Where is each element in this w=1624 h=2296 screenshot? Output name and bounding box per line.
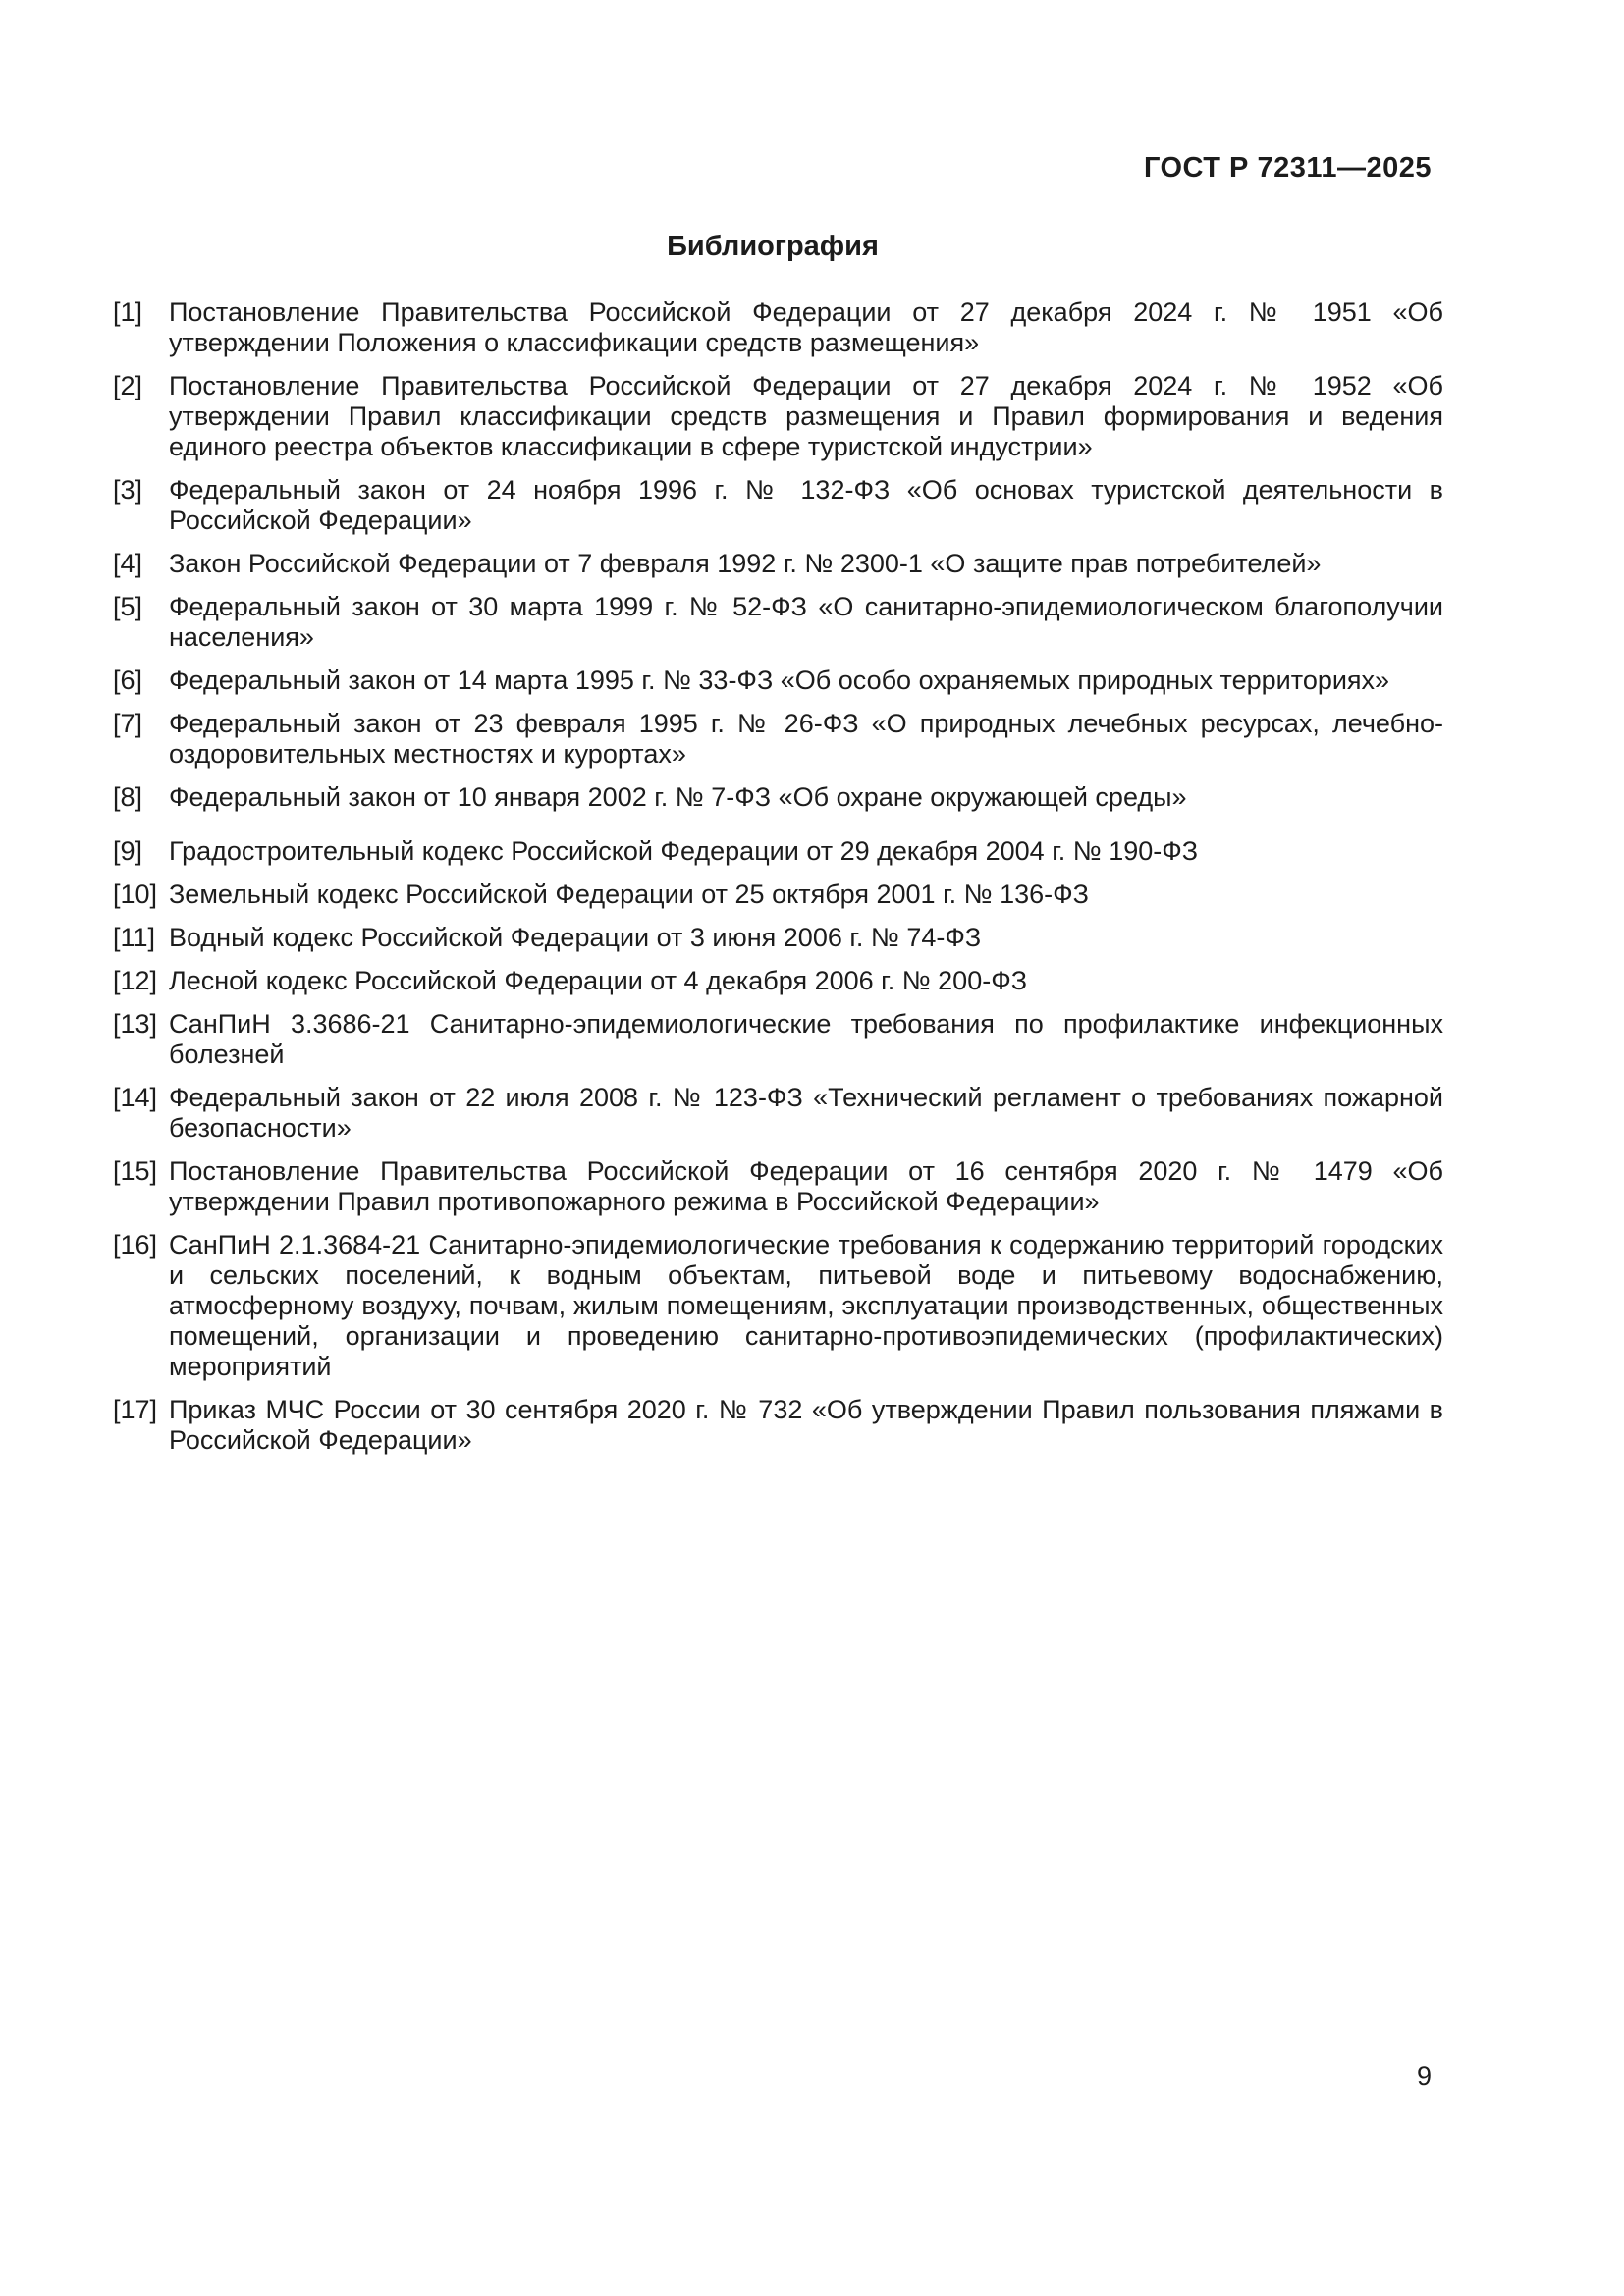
entry-text: Федеральный закон от 10 января 2002 г. № 7-ФЗ «Об охране окружающей среды» xyxy=(169,782,1187,812)
entry-text: Постановление Правительства Российской Федерации от 27 декабря 2024 г. № 1951 «Об утверждении Положения о классификации средств размещения» xyxy=(169,297,1443,357)
entry-text: Земельный кодекс Российской Федерации от 25 октября 2001 г. № 136-ФЗ xyxy=(169,880,1089,909)
bibliography-entry xyxy=(113,297,1443,358)
entry-text: Водный кодекс Российской Федерации от 3 июня 2006 г. № 74-ФЗ xyxy=(169,923,982,952)
bibliography-entry xyxy=(113,371,1443,462)
bibliography-entry xyxy=(113,880,1443,910)
bibliography-entry xyxy=(113,1083,1443,1144)
entry-text: Закон Российской Федерации от 7 февраля 1992 г. № 2300-1 «О защите прав потребителей» xyxy=(169,549,1322,578)
entry-number: [12] xyxy=(113,966,158,995)
bibliography-entry xyxy=(113,1230,1443,1382)
bibliography-entry xyxy=(113,966,1443,996)
entry-number: [7] xyxy=(113,709,143,738)
entry-text: Федеральный закон от 14 марта 1995 г. № 33-ФЗ «Об особо охраняемых природных территориях» xyxy=(169,666,1390,695)
entry-text: Федеральный закон от 24 ноября 1996 г. № 132-ФЗ «Об основах туристской деятельности в Российской Федерации» xyxy=(169,475,1443,535)
bibliography-entry xyxy=(113,782,1443,813)
bibliography-entry xyxy=(113,549,1443,579)
entry-number: [11] xyxy=(113,923,156,952)
entry-number: [1] xyxy=(113,297,143,327)
bibliography-entry xyxy=(113,592,1443,653)
bibliography-entry xyxy=(113,1395,1443,1456)
entry-text: Лесной кодекс Российской Федерации от 4 декабря 2006 г. № 200-ФЗ xyxy=(169,966,1028,995)
entry-number: [5] xyxy=(113,592,143,621)
entry-number: [13] xyxy=(113,1009,158,1039)
entry-number: [2] xyxy=(113,371,143,400)
entry-number: [14] xyxy=(113,1083,158,1112)
entry-number: [15] xyxy=(113,1156,158,1186)
bibliography-entry xyxy=(113,836,1443,867)
entry-text: Федеральный закон от 23 февраля 1995 г. № 26-ФЗ «О природных лечебных ресурсах, лечебно-оздоровительных местностях и курортах» xyxy=(169,709,1443,769)
bibliography-entry xyxy=(113,923,1443,953)
bibliography-entry xyxy=(113,666,1443,696)
entry-text: Постановление Правительства Российской Федерации от 27 декабря 2024 г. № 1952 «Об утверждении Правил классификации средств размещения и Правил формирования и ведения единого реестра объектов классификации в сфере туристской индустрии» xyxy=(169,371,1443,461)
bibliography-entry xyxy=(113,475,1443,536)
page-number: 9 xyxy=(1416,2061,1432,2091)
bibliography-entry xyxy=(113,1009,1443,1070)
entry-number: [10] xyxy=(113,880,158,909)
entry-number: [4] xyxy=(113,549,143,578)
standard-designation: ГОСТ Р 72311—2025 xyxy=(1143,152,1432,184)
entry-text: Федеральный закон от 30 марта 1999 г. № 52-ФЗ «О санитарно-эпидемиологическом благополучии населения» xyxy=(169,592,1443,652)
entry-text: Постановление Правительства Российской Федерации от 16 сентября 2020 г. № 1479 «Об утверждении Правил противопожарного режима в Российской Федерации» xyxy=(169,1156,1443,1216)
entry-text: СанПиН 2.1.3684-21 Санитарно-эпидемиологические требования к содержанию территорий городских и сельских поселений, к водным объектам, питьевой воде и питьевому водоснабжению, атмосферному воздуху, почвам, жилым помещениям, эксплуатации производственных, общественных помещений, организации и проведению санитарно-противоэпидемических (профилактических) мероприятий xyxy=(169,1230,1443,1381)
bibliography-entry xyxy=(113,1156,1443,1217)
entry-number: [8] xyxy=(113,782,143,812)
entry-text: СанПиН 3.3686-21 Санитарно-эпидемиологические требования по профилактике инфекционных болезней xyxy=(169,1009,1443,1069)
section-title: Библиография xyxy=(667,231,879,262)
entry-text: Федеральный закон от 22 июля 2008 г. № 123-ФЗ «Технический регламент о требованиях пожарной безопасности» xyxy=(169,1083,1443,1143)
bibliography-entry xyxy=(113,709,1443,770)
entry-number: [6] xyxy=(113,666,143,695)
bibliography-list xyxy=(113,297,1443,1468)
entry-text: Приказ МЧС России от 30 сентября 2020 г. № 732 «Об утверждении Правил пользования пляжами в Российской Федерации» xyxy=(169,1395,1443,1455)
entry-number: [16] xyxy=(113,1230,158,1259)
entry-text: Градостроительный кодекс Российской Федерации от 29 декабря 2004 г. № 190-ФЗ xyxy=(169,836,1199,866)
entry-number: [9] xyxy=(113,836,143,866)
entry-number: [17] xyxy=(113,1395,158,1424)
entry-number: [3] xyxy=(113,475,143,505)
